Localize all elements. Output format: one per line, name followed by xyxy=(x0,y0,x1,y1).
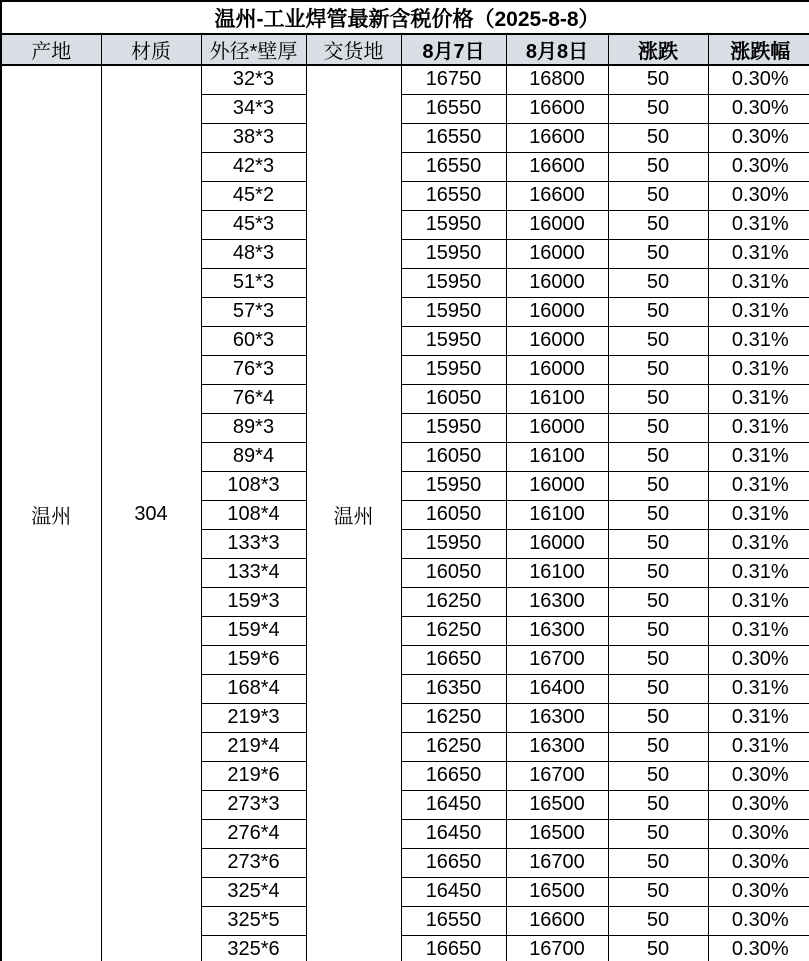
change-pct-cell: 0.31% xyxy=(708,239,809,268)
price-aug7-cell: 16250 xyxy=(401,732,506,761)
header-origin: 产地 xyxy=(1,34,101,65)
change-cell: 50 xyxy=(608,268,708,297)
price-aug8-cell: 16000 xyxy=(506,529,608,558)
change-pct-cell: 0.31% xyxy=(708,529,809,558)
price-aug8-cell: 16700 xyxy=(506,645,608,674)
change-cell: 50 xyxy=(608,297,708,326)
change-pct-cell: 0.30% xyxy=(708,790,809,819)
price-aug8-cell: 16500 xyxy=(506,790,608,819)
price-aug7-cell: 15950 xyxy=(401,413,506,442)
change-pct-cell: 0.31% xyxy=(708,616,809,645)
price-aug7-cell: 16550 xyxy=(401,906,506,935)
change-cell: 50 xyxy=(608,906,708,935)
change-pct-cell: 0.30% xyxy=(708,94,809,123)
change-pct-cell: 0.30% xyxy=(708,65,809,94)
change-cell: 50 xyxy=(608,152,708,181)
change-cell: 50 xyxy=(608,790,708,819)
price-aug7-cell: 16450 xyxy=(401,877,506,906)
spec-cell: 89*4 xyxy=(201,442,306,471)
spec-cell: 76*3 xyxy=(201,355,306,384)
change-pct-cell: 0.31% xyxy=(708,297,809,326)
spec-cell: 159*3 xyxy=(201,587,306,616)
change-cell: 50 xyxy=(608,413,708,442)
table-row xyxy=(1,65,809,94)
price-aug7-cell: 15950 xyxy=(401,355,506,384)
change-pct-cell: 0.30% xyxy=(708,848,809,877)
price-aug7-cell: 16050 xyxy=(401,500,506,529)
change-cell: 50 xyxy=(608,239,708,268)
header-spec: 外径*壁厚 xyxy=(201,34,306,65)
change-cell: 50 xyxy=(608,326,708,355)
spec-cell: 276*4 xyxy=(201,819,306,848)
change-pct-cell: 0.30% xyxy=(708,152,809,181)
spec-cell: 60*3 xyxy=(201,326,306,355)
spec-cell: 159*4 xyxy=(201,616,306,645)
spec-cell: 108*4 xyxy=(201,500,306,529)
price-aug8-cell: 16600 xyxy=(506,181,608,210)
spec-cell: 219*4 xyxy=(201,732,306,761)
change-cell: 50 xyxy=(608,355,708,384)
change-pct-cell: 0.30% xyxy=(708,123,809,152)
price-aug7-cell: 16450 xyxy=(401,790,506,819)
spec-cell: 45*3 xyxy=(201,210,306,239)
price-aug8-cell: 16000 xyxy=(506,239,608,268)
change-pct-cell: 0.31% xyxy=(708,355,809,384)
price-aug7-cell: 16650 xyxy=(401,761,506,790)
change-cell: 50 xyxy=(608,123,708,152)
change-cell: 50 xyxy=(608,703,708,732)
header-row xyxy=(1,34,809,65)
price-aug8-cell: 16600 xyxy=(506,123,608,152)
spec-cell: 219*3 xyxy=(201,703,306,732)
change-pct-cell: 0.31% xyxy=(708,703,809,732)
price-aug7-cell: 15950 xyxy=(401,239,506,268)
price-aug8-cell: 16600 xyxy=(506,906,608,935)
price-aug8-cell: 16000 xyxy=(506,210,608,239)
delivery-cell: 温州 xyxy=(306,65,401,961)
price-aug7-cell: 16250 xyxy=(401,616,506,645)
price-aug8-cell: 16600 xyxy=(506,94,608,123)
price-aug7-cell: 16050 xyxy=(401,384,506,413)
change-cell: 50 xyxy=(608,558,708,587)
price-aug8-cell: 16700 xyxy=(506,935,608,961)
change-pct-cell: 0.30% xyxy=(708,877,809,906)
price-aug8-cell: 16100 xyxy=(506,500,608,529)
change-pct-cell: 0.31% xyxy=(708,558,809,587)
change-pct-cell: 0.30% xyxy=(708,906,809,935)
spec-cell: 34*3 xyxy=(201,94,306,123)
header-aug7-price: 8月7日 xyxy=(401,34,506,65)
change-cell: 50 xyxy=(608,94,708,123)
spec-cell: 325*4 xyxy=(201,877,306,906)
price-aug7-cell: 15950 xyxy=(401,326,506,355)
price-aug7-cell: 16050 xyxy=(401,558,506,587)
price-aug8-cell: 16800 xyxy=(506,65,608,94)
spec-cell: 51*3 xyxy=(201,268,306,297)
change-pct-cell: 0.31% xyxy=(708,326,809,355)
header-material: 材质 xyxy=(101,34,201,65)
price-aug8-cell: 16300 xyxy=(506,703,608,732)
price-aug8-cell: 16000 xyxy=(506,355,608,384)
price-aug7-cell: 16250 xyxy=(401,587,506,616)
change-pct-cell: 0.31% xyxy=(708,732,809,761)
price-aug8-cell: 16600 xyxy=(506,152,608,181)
change-pct-cell: 0.31% xyxy=(708,268,809,297)
spec-cell: 219*6 xyxy=(201,761,306,790)
price-aug7-cell: 16550 xyxy=(401,181,506,210)
spec-cell: 273*6 xyxy=(201,848,306,877)
change-pct-cell: 0.30% xyxy=(708,181,809,210)
spec-cell: 273*3 xyxy=(201,790,306,819)
change-pct-cell: 0.31% xyxy=(708,210,809,239)
spec-cell: 108*3 xyxy=(201,471,306,500)
price-aug8-cell: 16000 xyxy=(506,268,608,297)
price-aug7-cell: 15950 xyxy=(401,268,506,297)
change-cell: 50 xyxy=(608,935,708,961)
price-aug8-cell: 16000 xyxy=(506,326,608,355)
change-cell: 50 xyxy=(608,819,708,848)
change-cell: 50 xyxy=(608,645,708,674)
title-row xyxy=(1,1,809,34)
spec-cell: 48*3 xyxy=(201,239,306,268)
price-aug7-cell: 16250 xyxy=(401,703,506,732)
price-aug8-cell: 16500 xyxy=(506,877,608,906)
change-cell: 50 xyxy=(608,587,708,616)
price-aug7-cell: 16550 xyxy=(401,152,506,181)
price-aug8-cell: 16300 xyxy=(506,732,608,761)
price-aug7-cell: 15950 xyxy=(401,471,506,500)
change-cell: 50 xyxy=(608,674,708,703)
price-aug7-cell: 15950 xyxy=(401,297,506,326)
change-pct-cell: 0.31% xyxy=(708,674,809,703)
change-pct-cell: 0.31% xyxy=(708,471,809,500)
price-aug7-cell: 16450 xyxy=(401,819,506,848)
spec-cell: 42*3 xyxy=(201,152,306,181)
price-aug8-cell: 16300 xyxy=(506,587,608,616)
header-delivery: 交货地 xyxy=(306,34,401,65)
change-cell: 50 xyxy=(608,471,708,500)
price-aug8-cell: 16000 xyxy=(506,297,608,326)
spec-cell: 38*3 xyxy=(201,123,306,152)
change-cell: 50 xyxy=(608,65,708,94)
price-aug7-cell: 16650 xyxy=(401,935,506,961)
change-pct-cell: 0.30% xyxy=(708,819,809,848)
price-aug8-cell: 16000 xyxy=(506,471,608,500)
page-title: 温州-工业焊管最新含税价格（2025-8-8） xyxy=(1,1,809,34)
price-aug8-cell: 16100 xyxy=(506,558,608,587)
price-aug8-cell: 16500 xyxy=(506,819,608,848)
header-aug8-price: 8月8日 xyxy=(506,34,608,65)
change-pct-cell: 0.31% xyxy=(708,442,809,471)
spec-cell: 32*3 xyxy=(201,65,306,94)
change-cell: 50 xyxy=(608,732,708,761)
header-change: 涨跌 xyxy=(608,34,708,65)
change-pct-cell: 0.30% xyxy=(708,935,809,961)
spec-cell: 45*2 xyxy=(201,181,306,210)
spec-cell: 57*3 xyxy=(201,297,306,326)
price-aug7-cell: 16750 xyxy=(401,65,506,94)
spec-cell: 76*4 xyxy=(201,384,306,413)
change-pct-cell: 0.30% xyxy=(708,761,809,790)
change-pct-cell: 0.31% xyxy=(708,384,809,413)
price-aug7-cell: 16350 xyxy=(401,674,506,703)
price-aug7-cell: 15950 xyxy=(401,210,506,239)
header-change-pct: 涨跌幅 xyxy=(708,34,809,65)
spec-cell: 159*6 xyxy=(201,645,306,674)
change-cell: 50 xyxy=(608,384,708,413)
change-cell: 50 xyxy=(608,210,708,239)
spec-cell: 133*4 xyxy=(201,558,306,587)
change-cell: 50 xyxy=(608,848,708,877)
price-aug8-cell: 16000 xyxy=(506,413,608,442)
price-aug8-cell: 16700 xyxy=(506,848,608,877)
change-cell: 50 xyxy=(608,442,708,471)
change-cell: 50 xyxy=(608,529,708,558)
spec-cell: 325*6 xyxy=(201,935,306,961)
change-pct-cell: 0.31% xyxy=(708,413,809,442)
spec-cell: 89*3 xyxy=(201,413,306,442)
price-aug8-cell: 16700 xyxy=(506,761,608,790)
price-aug7-cell: 16650 xyxy=(401,848,506,877)
table-body xyxy=(1,65,809,961)
change-cell: 50 xyxy=(608,616,708,645)
spec-cell: 325*5 xyxy=(201,906,306,935)
change-pct-cell: 0.30% xyxy=(708,645,809,674)
change-cell: 50 xyxy=(608,500,708,529)
price-aug7-cell: 15950 xyxy=(401,529,506,558)
change-cell: 50 xyxy=(608,181,708,210)
spec-cell: 168*4 xyxy=(201,674,306,703)
change-pct-cell: 0.31% xyxy=(708,587,809,616)
price-aug8-cell: 16100 xyxy=(506,384,608,413)
change-cell: 50 xyxy=(608,761,708,790)
price-aug8-cell: 16300 xyxy=(506,616,608,645)
price-aug7-cell: 16650 xyxy=(401,645,506,674)
price-aug7-cell: 16550 xyxy=(401,123,506,152)
price-aug8-cell: 16100 xyxy=(506,442,608,471)
origin-cell: 温州 xyxy=(1,65,101,961)
spec-cell: 133*3 xyxy=(201,529,306,558)
material-cell: 304 xyxy=(101,65,201,961)
change-pct-cell: 0.31% xyxy=(708,500,809,529)
price-aug7-cell: 16050 xyxy=(401,442,506,471)
change-cell: 50 xyxy=(608,877,708,906)
price-aug8-cell: 16400 xyxy=(506,674,608,703)
price-aug7-cell: 16550 xyxy=(401,94,506,123)
